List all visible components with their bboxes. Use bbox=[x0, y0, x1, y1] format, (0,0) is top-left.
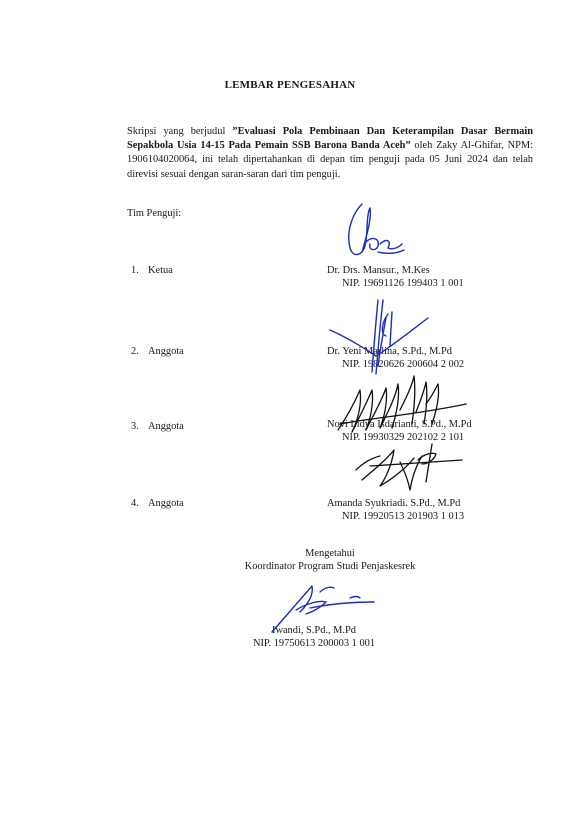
intro-paragraph bbox=[127, 125, 533, 182]
intro-suffix: oleh Zaky Al-Ghifar, NPM: 1906104020064, ini telah dipertahankan di depan tim penguji pada 05 Juni 2024 dan telah direvisi sesuai dengan saran-saran dari tim penguji. bbox=[127, 140, 533, 180]
examiner-3-role: Anggota bbox=[148, 421, 184, 432]
examiner-4-nip: NIP. 19920513 201903 1 013 bbox=[342, 511, 465, 522]
examiner-3-nip: NIP. 19930329 202102 2 101 bbox=[342, 432, 465, 443]
examiner-4-number: 4. bbox=[131, 498, 139, 509]
team-label: Tim Penguji: bbox=[127, 208, 182, 219]
approval-label: Mengetahui bbox=[305, 548, 355, 559]
examiner-3-name: Novi Lidya Isdarianti, S.Pd., M.Pd bbox=[327, 419, 472, 430]
signature-examiner-1 bbox=[349, 204, 404, 255]
thesis-title: ”Evaluasi Pola Pembinaan Dan Keterampilan Dasar Bermain Sepakbola Usia 14-15 Pada Pemain SSB Barona Banda Aceh” bbox=[127, 126, 533, 152]
examiner-2-role: Anggota bbox=[148, 346, 184, 357]
coordinator-nip: NIP. 19750613 200003 1 001 bbox=[252, 638, 376, 649]
examiner-2-number: 2. bbox=[131, 346, 139, 357]
intro-prefix: Skripsi yang berjudul bbox=[127, 126, 233, 137]
examiner-1-role: Ketua bbox=[148, 265, 173, 276]
examiner-1-name: Dr. Drs. Mansur., M.Kes bbox=[327, 265, 430, 276]
page-title: LEMBAR PENGESAHAN bbox=[224, 79, 356, 91]
examiner-4-role: Anggota bbox=[148, 498, 184, 509]
coordinator-title: Koordinator Program Studi Penjaskesrek bbox=[244, 561, 416, 572]
signature-examiner-4 bbox=[356, 444, 462, 490]
examiner-1-number: 1. bbox=[131, 265, 139, 276]
examiner-2-name: Dr. Yeni Marlina, S.Pd., M.Pd bbox=[327, 346, 452, 357]
coordinator-name: Iwandi, S.Pd., M.Pd bbox=[271, 625, 356, 636]
examiner-3-number: 3. bbox=[131, 421, 139, 432]
examiner-4-name: Amanda Syukriadi. S.Pd., M.Pd bbox=[327, 498, 461, 509]
examiner-1-nip: NIP. 19691126 199403 1 001 bbox=[342, 278, 464, 289]
examiner-2-nip: NIP. 19820626 200604 2 002 bbox=[342, 359, 465, 370]
